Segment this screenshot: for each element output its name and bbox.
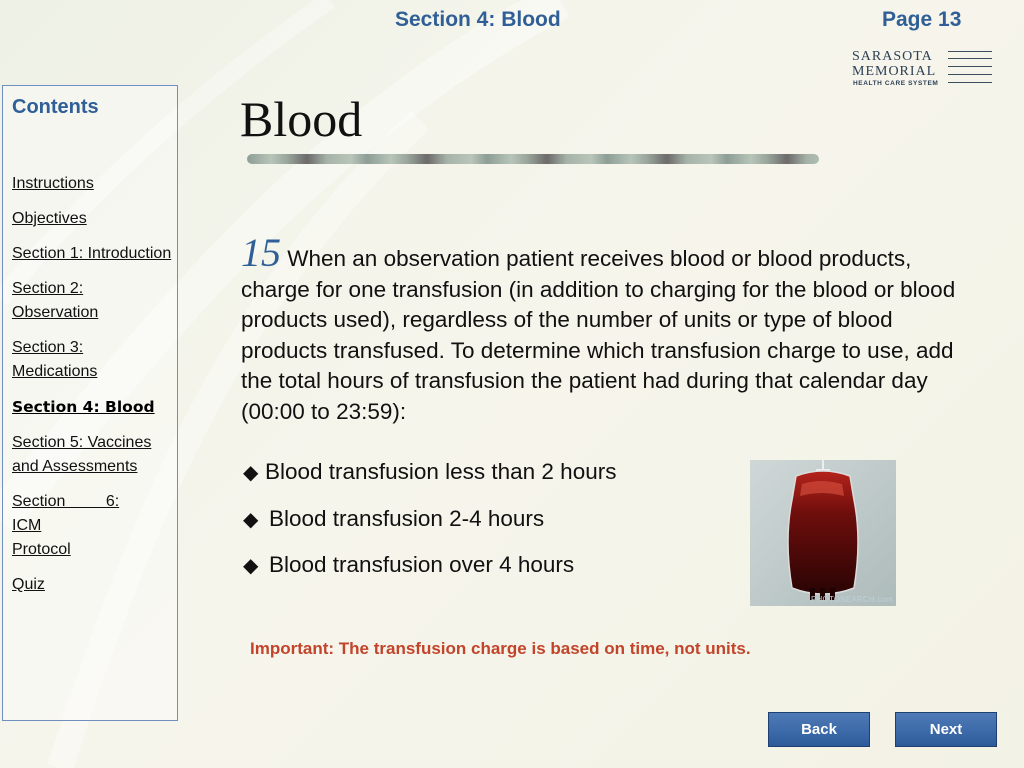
diamond-bullet-icon: ◆ [243, 555, 259, 577]
contents-title: Contents [12, 96, 99, 118]
page-title: Blood [240, 91, 363, 147]
important-note: Important: The transfusion charge is based on time, not units. [250, 639, 751, 658]
paragraph-number: 15 [241, 230, 281, 275]
logo-rule [948, 58, 992, 59]
blood-bag-photo [750, 460, 896, 606]
header-section-title: Section 4: Blood [395, 8, 561, 31]
nav-link-section-6-line [12, 490, 170, 538]
sarasota-memorial-logo [852, 49, 994, 91]
nav-item-section-3[interactable] [12, 336, 172, 384]
bullet-text: Blood transfusion over 4 hours [269, 552, 575, 577]
logo-line-2: MEMORIAL [852, 64, 937, 79]
title-divider [247, 154, 819, 164]
bullet-text: Blood transfusion less than 2 hours [265, 459, 617, 484]
nav-link-section-6-start: Section 6: ICM [12, 493, 120, 534]
nav-link-section-4[interactable]: Section 4: Blood [12, 398, 155, 416]
back-button[interactable]: Back [768, 712, 870, 747]
nav-link-section-2[interactable]: Section 2: Observation [12, 280, 99, 321]
logo-rule [948, 74, 992, 75]
nav-item-section-5[interactable] [12, 431, 172, 479]
logo-rule [948, 66, 992, 67]
contents-nav [12, 172, 172, 608]
diamond-bullet-icon: ◆ [243, 462, 259, 484]
nav-link-section-1[interactable]: Section 1: Introduction [12, 245, 172, 262]
nav-link-objectives[interactable]: Objectives [12, 210, 87, 227]
next-button[interactable]: Next [895, 712, 997, 747]
blood-bag-illustration [750, 460, 896, 606]
nav-item-instructions[interactable] [12, 172, 172, 196]
nav-item-section-6[interactable] [12, 490, 172, 562]
diamond-bullet-icon: ◆ [243, 508, 259, 531]
paragraph-text: When an observation patient receives blood or blood products, charge for one transfusion (in addition to charging for the blood or blood products used), regardless of the number of units or type of blood products transfused. To determine which transfusion charge to use, add the total hours of transfusion the patient had during that calendar day (00:00 to 23:59): [241, 246, 956, 424]
logo-line-3: HEALTH CARE SYSTEM [853, 80, 939, 87]
list-item [243, 505, 616, 552]
nav-item-objectives[interactable] [12, 207, 172, 231]
nav-item-section-2[interactable] [12, 277, 172, 325]
photo-credit: PHOTOSEARCH.com [811, 595, 893, 604]
nav-link-instructions[interactable]: Instructions [12, 175, 94, 192]
nav-link-section-6[interactable] [12, 490, 170, 562]
nav-link-section-6-end: Protocol [12, 541, 71, 558]
list-item [243, 458, 616, 505]
transfusion-list [243, 458, 616, 598]
main-paragraph [241, 230, 961, 427]
nav-link-quiz[interactable]: Quiz [12, 576, 45, 593]
nav-link-section-5[interactable]: Section 5: Vaccines and Assessments [12, 434, 152, 475]
header-page-number: Page 13 [882, 8, 962, 31]
nav-item-section-4[interactable] [12, 395, 172, 420]
nav-item-section-1[interactable] [12, 242, 172, 266]
nav-item-quiz[interactable] [12, 573, 172, 597]
logo-line-1: SARASOTA [852, 49, 933, 64]
list-item [243, 551, 616, 598]
nav-link-section-3[interactable]: Section 3: Medications [12, 339, 98, 380]
bullet-text: Blood transfusion 2-4 hours [269, 505, 545, 531]
logo-rule [948, 51, 992, 52]
contents-sidebar [2, 85, 178, 721]
logo-rule [948, 82, 992, 83]
